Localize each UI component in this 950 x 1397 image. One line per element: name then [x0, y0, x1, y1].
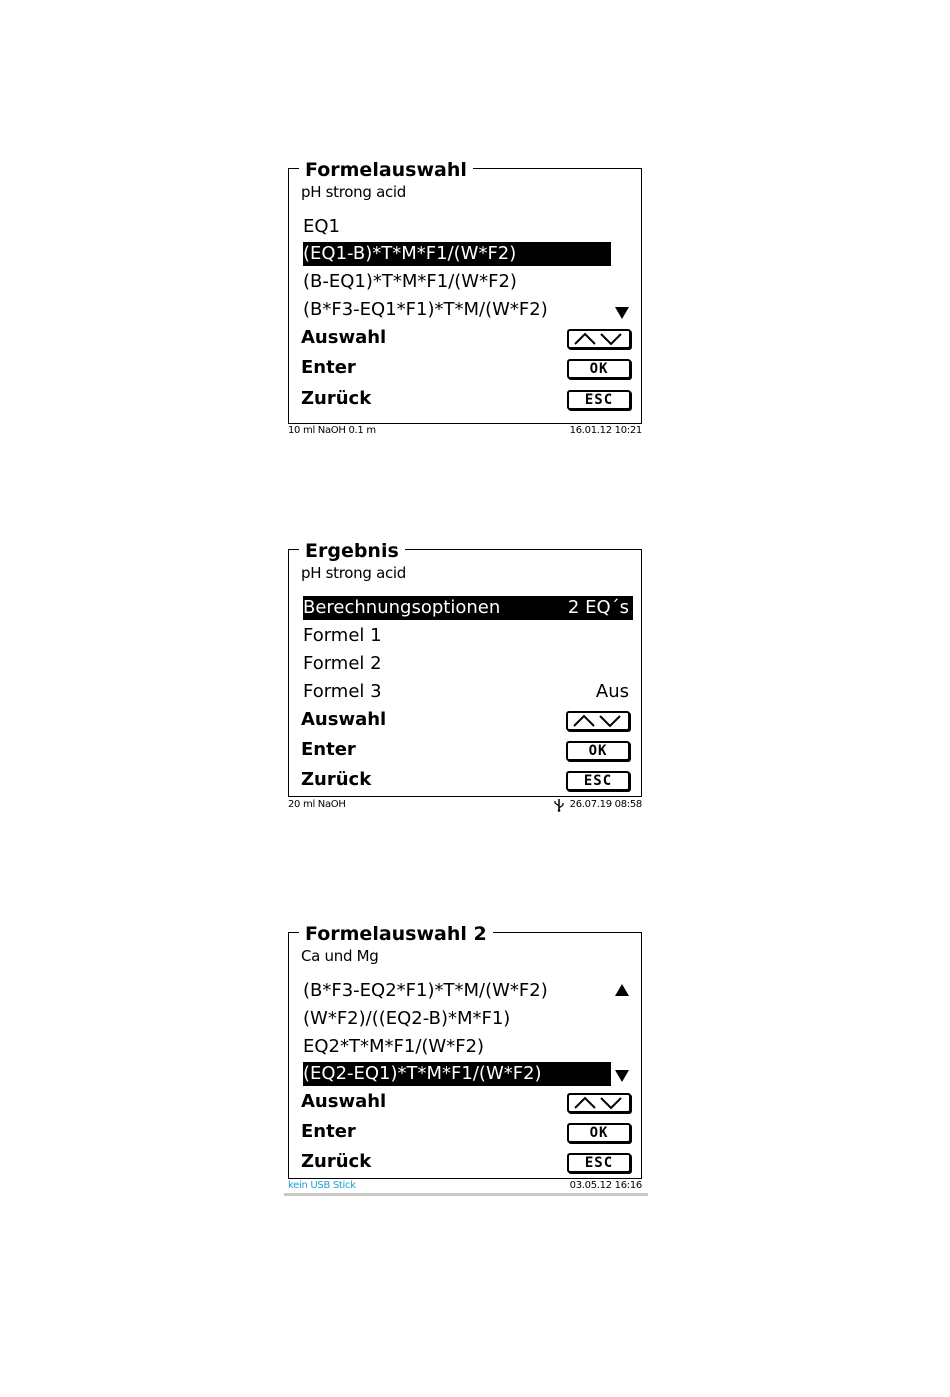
- status-datetime: 03.05.12 16:16: [569, 1180, 642, 1191]
- screen-formelauswahl: [284, 159, 648, 442]
- list-item-label: Berechnungsoptionen: [303, 597, 501, 618]
- back-action-label: Zurück: [301, 388, 372, 409]
- list-item-label: (W*F2)/((EQ2-B)*M*F1): [303, 1008, 511, 1029]
- dialog-subtitle: Ca und Mg: [301, 947, 379, 965]
- list-item[interactable]: [303, 652, 633, 676]
- status-usb-message: kein USB Stick: [288, 1180, 356, 1191]
- dialog-title: Formelauswahl: [305, 159, 467, 181]
- dialog-subtitle: pH strong acid: [301, 183, 407, 201]
- status-left: 10 ml NaOH 0.1 m: [288, 425, 376, 436]
- list-item[interactable]: [303, 1035, 484, 1059]
- list-item-label: EQ1: [303, 216, 340, 237]
- screen-formelauswahl-2: [284, 923, 648, 1206]
- list-item[interactable]: [303, 270, 517, 294]
- list-item-value: Aus: [595, 681, 629, 702]
- up-down-arrows-icon: [570, 714, 626, 728]
- dialog-frame: [288, 540, 642, 797]
- ok-key[interactable]: OK: [567, 359, 631, 379]
- list-item-value: 2 EQ´s: [567, 597, 629, 618]
- screen-ergebnis: [284, 540, 648, 823]
- list-item-selected[interactable]: [303, 596, 633, 620]
- dialog-frame: [288, 159, 642, 424]
- list-item[interactable]: [303, 624, 633, 648]
- list-item-label: Formel 1: [303, 625, 382, 646]
- status-bar: [288, 425, 642, 437]
- status-left: 20 ml NaOH: [288, 799, 346, 810]
- dialog-title: Formelauswahl 2: [305, 923, 487, 945]
- select-action-label: Auswahl: [301, 327, 387, 348]
- usb-icon: [554, 798, 564, 812]
- back-action-label: Zurück: [301, 769, 372, 790]
- esc-key[interactable]: ESC: [566, 771, 630, 791]
- list-item-label: (EQ1-B)*T*M*F1/(W*F2): [303, 243, 517, 264]
- list-item-label: EQ2*T*M*F1/(W*F2): [303, 1036, 485, 1057]
- list-item-label: (EQ2-EQ1)*T*M*F1/(W*F2): [303, 1063, 542, 1084]
- dialog-frame: [288, 923, 642, 1179]
- ok-key[interactable]: OK: [566, 741, 630, 761]
- dialog-title: Ergebnis: [305, 540, 399, 562]
- up-down-key[interactable]: [567, 1093, 631, 1113]
- select-action-label: Auswahl: [301, 709, 387, 730]
- esc-key[interactable]: ESC: [567, 390, 631, 410]
- list-item-label: Formel 2: [303, 653, 382, 674]
- list-item[interactable]: [303, 979, 548, 1003]
- select-action-label: Auswahl: [301, 1091, 387, 1112]
- status-underline: [284, 1193, 648, 1196]
- status-bar: [288, 799, 642, 811]
- scroll-down-icon: [615, 1070, 629, 1082]
- ok-key[interactable]: OK: [567, 1123, 631, 1143]
- scroll-up-icon: [615, 984, 629, 996]
- list-item-selected[interactable]: [303, 242, 611, 266]
- up-down-arrows-icon: [571, 1096, 627, 1110]
- back-action-label: Zurück: [301, 1151, 372, 1172]
- status-datetime: 26.07.19 08:58: [569, 799, 642, 810]
- list-item[interactable]: [303, 1007, 510, 1031]
- up-down-key[interactable]: [566, 711, 630, 731]
- list-item-label: (B*F3-EQ1*F1)*T*M/(W*F2): [303, 299, 548, 320]
- esc-key[interactable]: ESC: [567, 1153, 631, 1173]
- list-item-selected[interactable]: [303, 1062, 611, 1086]
- status-bar: [288, 1180, 642, 1192]
- enter-action-label: Enter: [301, 357, 356, 378]
- dialog-subtitle: pH strong acid: [301, 564, 407, 582]
- enter-action-label: Enter: [301, 739, 356, 760]
- list-item[interactable]: [303, 680, 633, 704]
- list-item-label: Formel 3: [303, 681, 382, 702]
- enter-action-label: Enter: [301, 1121, 356, 1142]
- list-item[interactable]: [303, 215, 340, 239]
- status-datetime: 16.01.12 10:21: [569, 425, 642, 436]
- up-down-key[interactable]: [567, 329, 631, 349]
- list-item[interactable]: [303, 298, 548, 322]
- scroll-down-icon: [615, 307, 629, 319]
- up-down-arrows-icon: [571, 332, 627, 346]
- list-item-label: (B-EQ1)*T*M*F1/(W*F2): [303, 271, 517, 292]
- list-item-label: (B*F3-EQ2*F1)*T*M/(W*F2): [303, 980, 548, 1001]
